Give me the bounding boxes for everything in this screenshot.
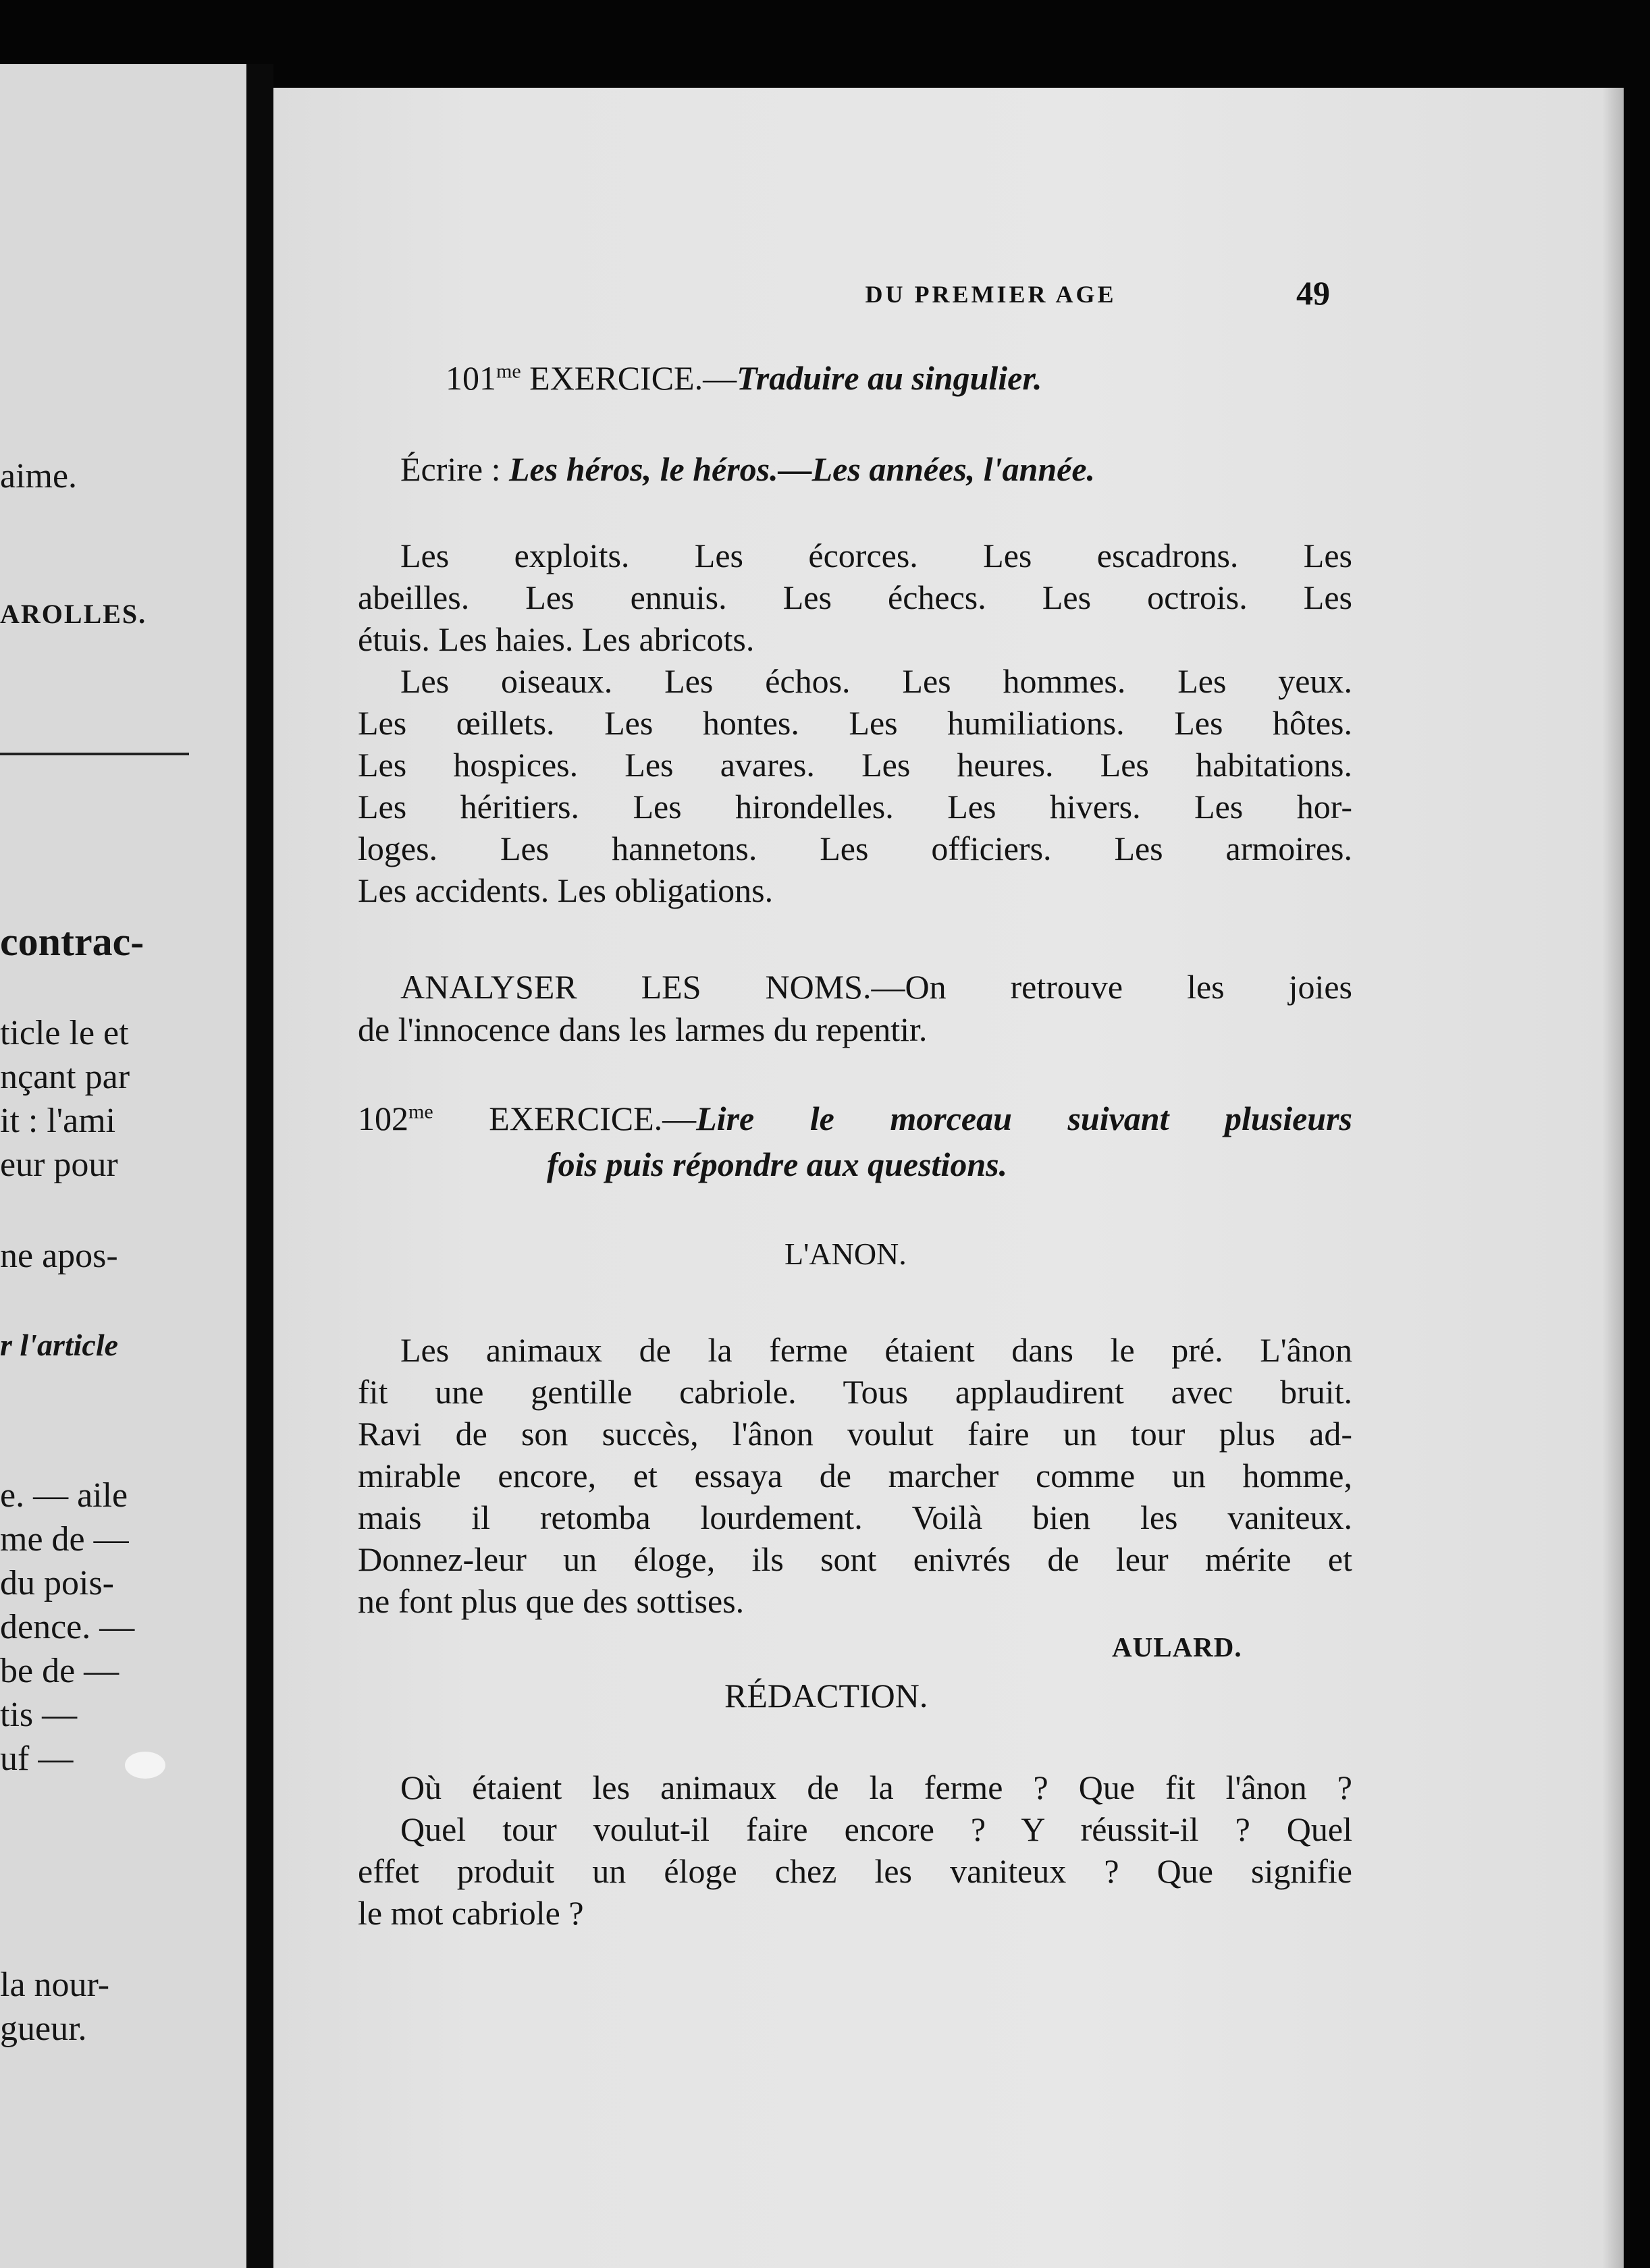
word-list-line: Les exploits. Les écorces. Les escadrons. Les — [400, 537, 1352, 574]
word-list-line: abeilles. Les ennuis. Les échecs. Les octrois. Les — [358, 578, 1352, 616]
left-fragment: dence. — — [0, 1608, 135, 1646]
left-fragment: ne apos- — [0, 1237, 118, 1275]
exercise-instruction: fois puis répondre aux questions. — [547, 1145, 1008, 1183]
word-list-line: loges. Les hannetons. Les officiers. Les armoires. — [358, 830, 1352, 867]
word-list-line: Les oiseaux. Les échos. Les hommes. Les yeux. — [400, 662, 1352, 700]
left-fragment: eur pour — [0, 1145, 118, 1184]
left-fragment: be de — — [0, 1652, 119, 1690]
paper-smudge — [125, 1752, 165, 1779]
analyse-text: On retrouve les joies — [905, 968, 1352, 1006]
left-fragment: uf — — [0, 1739, 74, 1778]
story-author: AULARD. — [1112, 1631, 1242, 1663]
question-line: effet produit un éloge chez les vaniteux ? Que signifie — [358, 1852, 1352, 1890]
left-fragment: du pois- — [0, 1564, 114, 1602]
left-fragment: me de — — [0, 1520, 129, 1559]
left-fragment: tis — — [0, 1696, 78, 1734]
story-line: Donnez-leur un éloge, ils sont enivrés de leur mérite et — [358, 1540, 1352, 1578]
word-list-line: Les hospices. Les avares. Les heures. Les habitations. — [358, 746, 1352, 784]
left-page — [0, 64, 246, 2268]
exercise-number-suffix: me — [408, 1100, 433, 1123]
page-number: 49 — [1296, 274, 1330, 312]
question-line: Où étaient les animaux de la ferme ? Que fit l'ânon ? — [400, 1769, 1352, 1806]
left-divider — [0, 753, 189, 755]
left-fragment: it : l'ami — [0, 1102, 116, 1140]
book-gutter — [246, 64, 273, 2268]
left-fragment: contrac- — [0, 919, 144, 964]
exercise-label: EXERCICE.— — [529, 359, 737, 397]
story-title: L'ANON. — [784, 1237, 907, 1271]
exercise-label: EXERCICE.— — [489, 1100, 697, 1137]
left-fragment: AROLLES. — [0, 599, 147, 629]
exercise-instruction: Lire le morceau suivant plusieurs — [696, 1100, 1353, 1137]
exercise-number: 101 — [446, 359, 496, 397]
story-line: mirable encore, et essaya de marcher comme un homme, — [358, 1457, 1352, 1494]
example-prefix: Écrire : — [400, 450, 501, 488]
example-line — [400, 452, 1095, 486]
story-line: Ravi de son succès, l'ânon voulut faire un tour plus ad- — [358, 1415, 1352, 1453]
story-line: mais il retomba lourdement. Voilà bien les vaniteux. — [358, 1498, 1352, 1536]
left-fragment: e. — aile — [0, 1476, 128, 1515]
analyse-line: de l'innocence dans les larmes du repentir. — [358, 1010, 928, 1048]
left-fragment: aime. — [0, 457, 78, 495]
question-line: le mot cabriole ? — [358, 1894, 584, 1932]
story-line: ne font plus que des sottises. — [358, 1582, 745, 1620]
word-list-line: Les héritiers. Les hirondelles. Les hivers. Les hor- — [358, 788, 1352, 826]
left-fragment: ticle le et — [0, 1014, 129, 1052]
story-line: Les animaux de la ferme étaient dans le pré. L'ânon — [400, 1331, 1352, 1369]
left-fragment: la nour- — [0, 1966, 110, 2004]
example-text: Les héros, le héros.—Les années, l'année. — [509, 450, 1096, 488]
section-title: RÉDACTION. — [724, 1677, 928, 1714]
right-page — [273, 88, 1624, 2268]
analyse-line — [400, 970, 1352, 1004]
exercise-102-heading — [358, 1102, 1352, 1135]
left-fragment: gueur. — [0, 2009, 87, 2048]
left-fragment: nçant par — [0, 1058, 130, 1096]
story-line: fit une gentille cabriole. Tous applaudirent avec bruit. — [358, 1373, 1352, 1411]
exercise-number: 102 — [358, 1100, 408, 1137]
left-fragment: r l'article — [0, 1328, 119, 1362]
exercise-instruction: Traduire au singulier. — [737, 359, 1042, 397]
question-line: Quel tour voulut-il faire encore ? Y réussit-il ? Quel — [400, 1810, 1352, 1848]
running-head: DU PREMIER AGE — [865, 281, 1117, 308]
exercise-number-suffix: me — [496, 360, 521, 383]
word-list-line: étuis. Les haies. Les abricots. — [358, 620, 755, 658]
exercise-101-heading — [446, 361, 1042, 395]
analyse-label: ANALYSER LES NOMS.— — [400, 968, 905, 1006]
word-list-line: Les œillets. Les hontes. Les humiliations. Les hôtes. — [358, 704, 1352, 742]
word-list-line: Les accidents. Les obligations. — [358, 871, 774, 909]
